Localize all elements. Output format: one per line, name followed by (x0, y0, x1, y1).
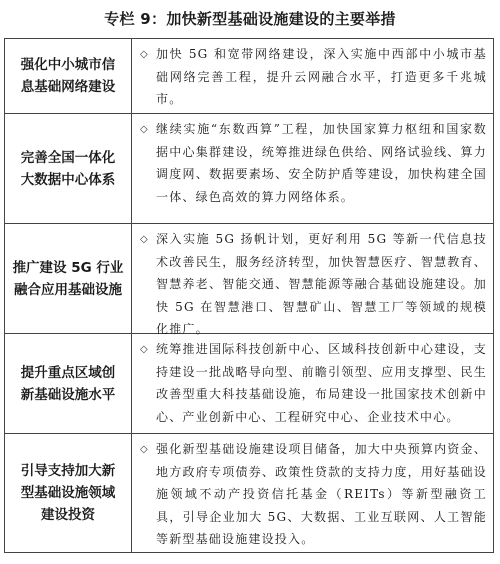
row-label-text: 引导支持加大新型基础设施领域建设投资 (20, 463, 116, 523)
row-content (132, 224, 493, 336)
diamond-outline-icon: ◇ (140, 49, 148, 60)
row-label (5, 114, 132, 223)
row-text: 强化新型基础设施建设项目储备，加大中央预算内资金、地方政府专项债券、政策性贷款的支持力度，用好基础设施领域不动产投资信托基金（REITs）等新型融资工具，引导企业加大 5G、大数据、工业互联网、人工智能等新型基础设施建设投入。 (156, 442, 487, 546)
diamond-outline-icon: ◇ (140, 444, 148, 455)
row-label-text: 完善全国一体化大数据中心体系 (20, 149, 116, 188)
row-text: 继续实施“东数西算”工程，加快国家算力枢纽和国家数据中心集群建设，统筹推进绿色供给、网络试验线、算力调度网、数据要素场、安全防护盾等建设，加快构建全国一体、绿色高效的算力网络体系。 (156, 122, 487, 204)
row-label-text: 推广建设 5G 行业融合应用基础设施 (12, 259, 124, 298)
table-row (5, 39, 493, 114)
row-label (5, 434, 132, 552)
row-label-text: 提升重点区域创新基础设施水平 (20, 364, 116, 403)
table-row (5, 224, 493, 334)
table-row (5, 334, 493, 434)
diamond-outline-icon: ◇ (140, 344, 148, 355)
row-label-text: 强化中小城市信息基础网络建设 (20, 57, 116, 95)
row-label (5, 224, 132, 333)
row-label (5, 39, 132, 113)
table-row (5, 434, 493, 552)
row-content (132, 334, 493, 433)
diamond-outline-icon: ◇ (140, 124, 148, 135)
row-content (132, 114, 493, 223)
box-title: 专栏 9：加快新型基础设施建设的主要举措 (104, 10, 396, 28)
row-content (132, 39, 493, 113)
row-label (5, 334, 132, 433)
row-content (132, 434, 493, 552)
row-text: 统筹推进国际科技创新中心、区域科技创新中心建设，支持建设一批战略导向型、前瞻引领型、应用支撑型、民生改善型重大科技基础设施，布局建设一批国家技术创新中心、产业创新中心、工程研究中心、企业技术中心。 (156, 342, 487, 424)
row-text: 加快 5G 和宽带网络建设，深入实施中西部中小城市基础网络完善工程，提升云网融合水平，打造更多千兆城市。 (156, 47, 487, 106)
row-text: 深入实施 5G 扬帆计划，更好利用 5G 等新一代信息技术改善民生，服务经济转型，加快智慧医疗、智慧教育、智慧养老、智能交通、智慧能源等融合基础设施建设。加快 5G 在智慧港口、智慧矿山、智慧工厂等领域的规模化推广。 (156, 232, 487, 336)
table-row (5, 114, 493, 224)
measures-table (4, 38, 494, 553)
diamond-outline-icon: ◇ (140, 234, 148, 245)
